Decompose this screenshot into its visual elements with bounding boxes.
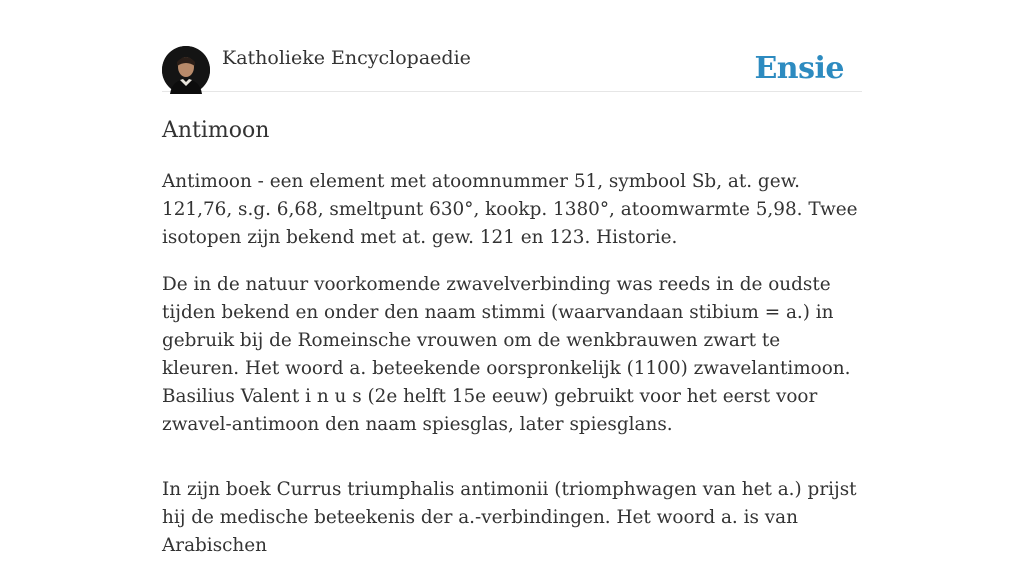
article-paragraph: Antimoon - een element met atoomnummer 51, symbool Sb, at. gew. 121,76, s.g. 6,68, smeltpunt 630°, kookp. 1380°, atoomwarmte 5,98. Twee isotopen zijn bekend met at. gew. 121 en 123. Historie. — [162, 171, 858, 248]
avatar[interactable] — [162, 46, 210, 94]
portrait-icon — [162, 46, 210, 94]
ensie-logo[interactable]: Ensie — [754, 51, 844, 86]
article-body — [162, 168, 862, 579]
page — [162, 0, 862, 556]
article-paragraph: De in de natuur voorkomende zwavelverbinding was reeds in de oudste tijden bekend en onder den naam stimmi (waarvandaan stibium = a.) in gebruik bij de Romeinsche vrouwen om de wenkbrauwen zwart te kleuren. Het woord a. beteekende oorspronkelijk (1100) zwavelantimoon. Basilius Valent i n u s (2e helft 15e eeuw) gebruikt voor het eerst voor zwavel-antimoon den naam spiesglas, later spiesglans. — [162, 274, 851, 435]
site-name[interactable]: Katholieke Encyclopaedie — [222, 47, 471, 69]
page-title: Antimoon — [162, 118, 270, 143]
article-paragraph: In zijn boek Currus triumphalis antimonii (triomphwagen van het a.) prijst hij de medische beteekenis der a.-verbindingen. Het woord a. is van Arabischen — [162, 479, 857, 556]
site-header — [162, 0, 862, 92]
